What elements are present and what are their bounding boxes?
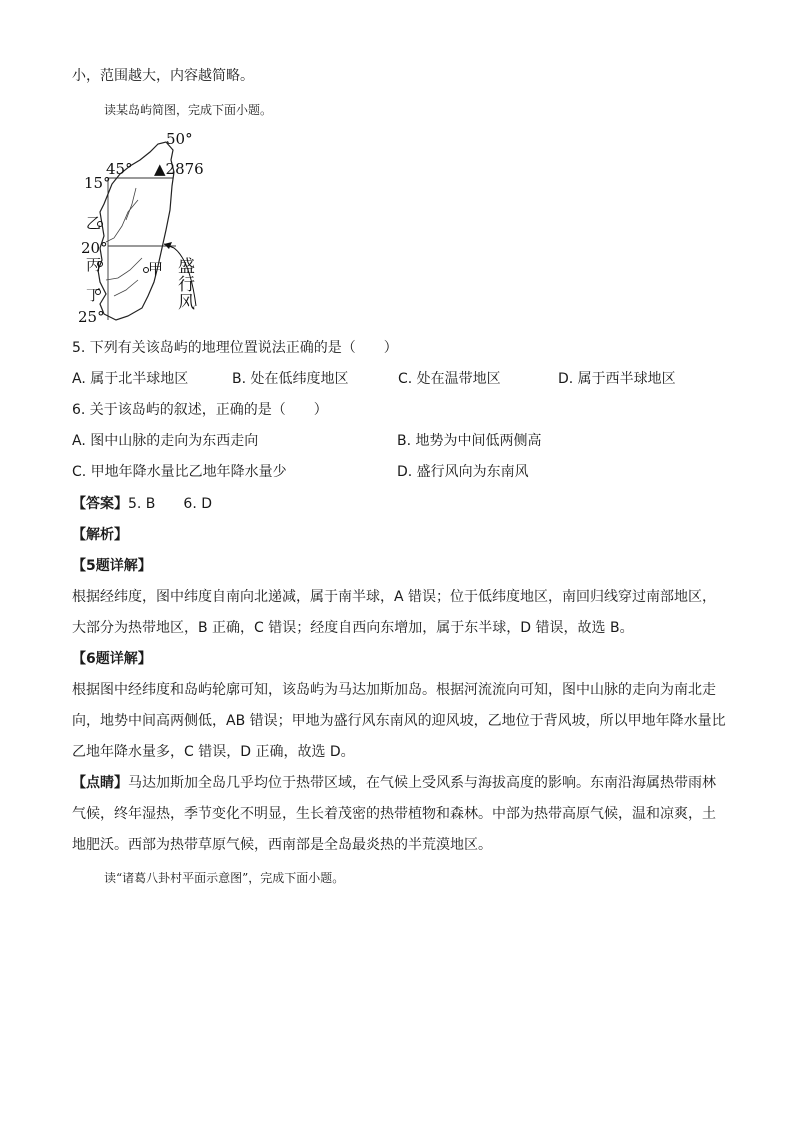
detail5-tag: 【5题详解】 xyxy=(72,558,152,574)
label-bing: 丙 xyxy=(86,256,102,274)
detail6-line-1: 根据图中经纬度和岛屿轮廓可知，该岛屿为马达加斯加岛。根据河流流向可知，图中山脉的走向为南北走 xyxy=(72,682,716,698)
q6-option-b[interactable]: B. 地势为中间低两侧高 xyxy=(397,433,542,449)
note-line-2: 气候，终年湿热，季节变化不明显，生长着茂密的热带植物和森林。中部为热带高原气候，温和凉爽，土 xyxy=(72,806,716,822)
answer-tag: 【答案】 xyxy=(72,496,128,512)
river-south-2 xyxy=(114,280,138,296)
analysis-tag: 【解析】 xyxy=(72,527,128,543)
next-prompt: 读“诸葛八卦村平面示意图”，完成下面小题。 xyxy=(104,871,345,885)
label-lat-15: 15° xyxy=(84,174,111,192)
q6-stem: 6. 关于该岛屿的叙述，正确的是（ ） xyxy=(72,402,328,418)
label-jia: 甲 xyxy=(148,260,164,278)
label-lat-25: 25° xyxy=(78,308,105,326)
answer-line xyxy=(72,494,212,514)
detail5-line-2: 大部分为热带地区，B 正确，C 错误；经度自西向东增加，属于东半球，D 错误，故选 B。 xyxy=(72,620,634,636)
label-peak-elevation: ▲2876 xyxy=(154,160,204,178)
label-wind-1: 盛 xyxy=(178,257,195,277)
label-yi: 乙 xyxy=(86,214,102,232)
q5-stem: 5. 下列有关该岛屿的地理位置说法正确的是（ ） xyxy=(72,340,398,356)
note-text-1: 马达加斯加全岛几乎均位于热带区域，在气候上受风系与海拔高度的影响。东南沿海属热带雨林 xyxy=(128,775,716,791)
label-ding: 丁 xyxy=(86,286,102,304)
answer-text: 5. B 6. D xyxy=(128,496,212,512)
detail6-line-3: 乙地年降水量多，C 错误，D 正确，故选 D。 xyxy=(72,744,355,760)
q6-option-a[interactable]: A. 图中山脉的走向为东西走向 xyxy=(72,433,259,449)
note-line-1 xyxy=(72,773,716,793)
detail6-line-2: 向，地势中间高两侧低，AB 错误；甲地为盛行风东南风的迎风坡，乙地位于背风坡，所以甲地年降水量比 xyxy=(72,713,726,729)
map-prompt: 读某岛屿简图，完成下面小题。 xyxy=(104,103,273,117)
label-lon-45: 45° xyxy=(106,160,133,178)
q5-option-c[interactable]: C. 处在温带地区 xyxy=(398,371,501,387)
detail5-line-1: 根据经纬度，图中纬度自南向北递减，属于南半球，A 错误；位于低纬度地区，南回归线穿过南部地区， xyxy=(72,589,717,605)
q6-option-d[interactable]: D. 盛行风向为东南风 xyxy=(397,464,529,480)
detail6-tag: 【6题详解】 xyxy=(72,651,152,667)
island-map-figure xyxy=(78,130,208,326)
label-lat-50: 50° xyxy=(166,130,193,148)
q5-option-b[interactable]: B. 处在低纬度地区 xyxy=(232,371,349,387)
label-lat-20: 20° xyxy=(81,239,108,257)
note-tag: 【点睛】 xyxy=(72,775,128,791)
note-line-3: 地肥沃。西部为热带草原气候，西南部是全岛最炎热的半荒漠地区。 xyxy=(72,837,492,853)
q5-option-d[interactable]: D. 属于西半球地区 xyxy=(558,371,676,387)
label-wind-2: 行 xyxy=(178,275,195,295)
wind-arrow-head xyxy=(164,242,172,249)
river-west xyxy=(106,200,138,242)
intro-line: 小，范围越大，内容越简略。 xyxy=(72,68,254,84)
q5-option-a[interactable]: A. 属于北半球地区 xyxy=(72,371,189,387)
river-south xyxy=(106,258,142,280)
q6-option-c[interactable]: C. 甲地年降水量比乙地年降水量少 xyxy=(72,464,287,480)
label-wind-3: 风 xyxy=(178,293,195,313)
